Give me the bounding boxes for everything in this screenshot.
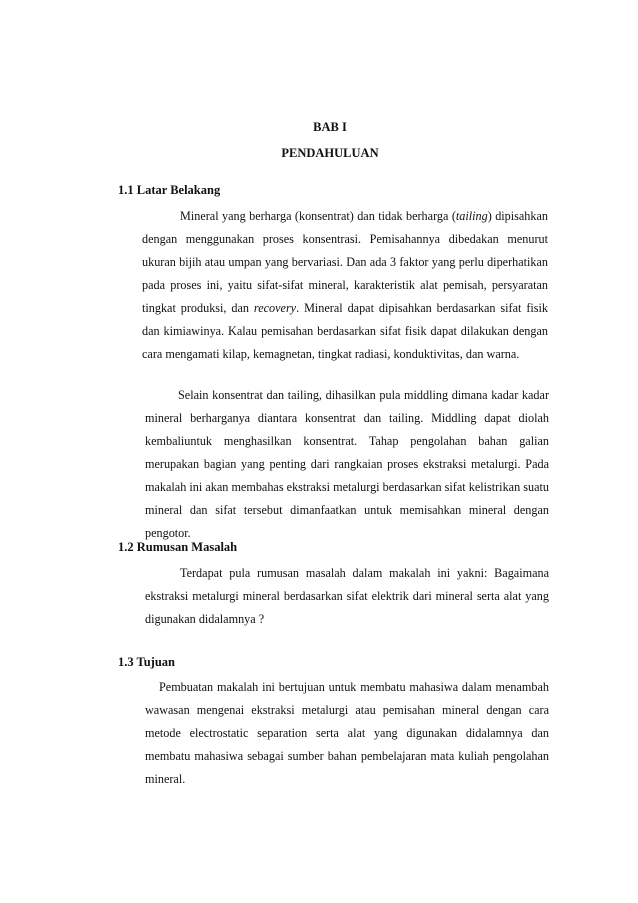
section-paragraph: Terdapat pula rumusan masalah dalam makalah ini yakni: Bagaimana ekstraksi metalurgi mineral berdasarkan sifat elektrik dari mineral serta alat yang digunakan didalamnya ?	[145, 566, 549, 626]
chapter-title: PENDAHULUAN	[281, 146, 379, 160]
section-heading-rumusan-masalah: 1.2 Rumusan Masalah	[118, 540, 238, 554]
paragraph-text: . Mineral dapat dipisahkan berdasarkan sifat fisik dan kimiawinya. Kalau pemisahan berdasarkan sifat fisik dapat dilakukan dengan cara mengamati kilap, kemagnetan, tingkat radiasi, konduktivitas, dan warna.	[142, 301, 548, 361]
paragraph-text: Mineral yang berharga (konsentrat) dan tidak berharga (	[180, 209, 456, 223]
italic-term-recovery: recovery	[253, 301, 297, 315]
paragraph-text: ) dipisahkan dengan menggunakan proses konsentrasi. Pemisahannya dibedakan menurut ukuran bijih atau umpan yang bervariasi. Dan ada 3 faktor yang perlu diperhatikan pada proses ini, yaitu sifat-sifat mineral, karakteristik alat pemisah, persyaratan tingkat produksi, dan	[142, 209, 548, 315]
chapter-number: BAB I	[313, 120, 347, 134]
section-heading-latar-belakang: 1.1 Latar Belakang	[118, 183, 221, 197]
section-heading-tujuan: 1.3 Tujuan	[118, 655, 175, 669]
section-paragraph: Pembuatan makalah ini bertujuan untuk membatu mahasiwa dalam menambah wawasan mengenai ekstraksi metalurgi atau pemisahan mineral dengan cara metode electrostatic separation serta alat yang digunakan didalamnya dan membatu mahasiwa sebagai sumber bahan pembelajaran mata kuliah pengolahan mineral.	[145, 680, 549, 786]
section-paragraph: Selain konsentrat dan tailing, dihasilkan pula middling dimana kadar kadar mineral berharganya diantara konsentrat dan tailing. Middling dapat diolah kembaliuntuk menghasilkan konsentrat. Tahap pengolahan bahan galian merupakan bagian yang penting dari rangkaian proses ekstraksi metalurgi. Pada makalah ini akan membahas ekstraksi metalurgi berdasarkan sifat kelistrikan suatu mineral dan sifat tersebut dimanfaatkan untuk memisahkan mineral dengan pengotor.	[145, 388, 549, 540]
section-paragraph	[142, 205, 548, 366]
italic-term-tailing: tailing	[455, 209, 488, 223]
